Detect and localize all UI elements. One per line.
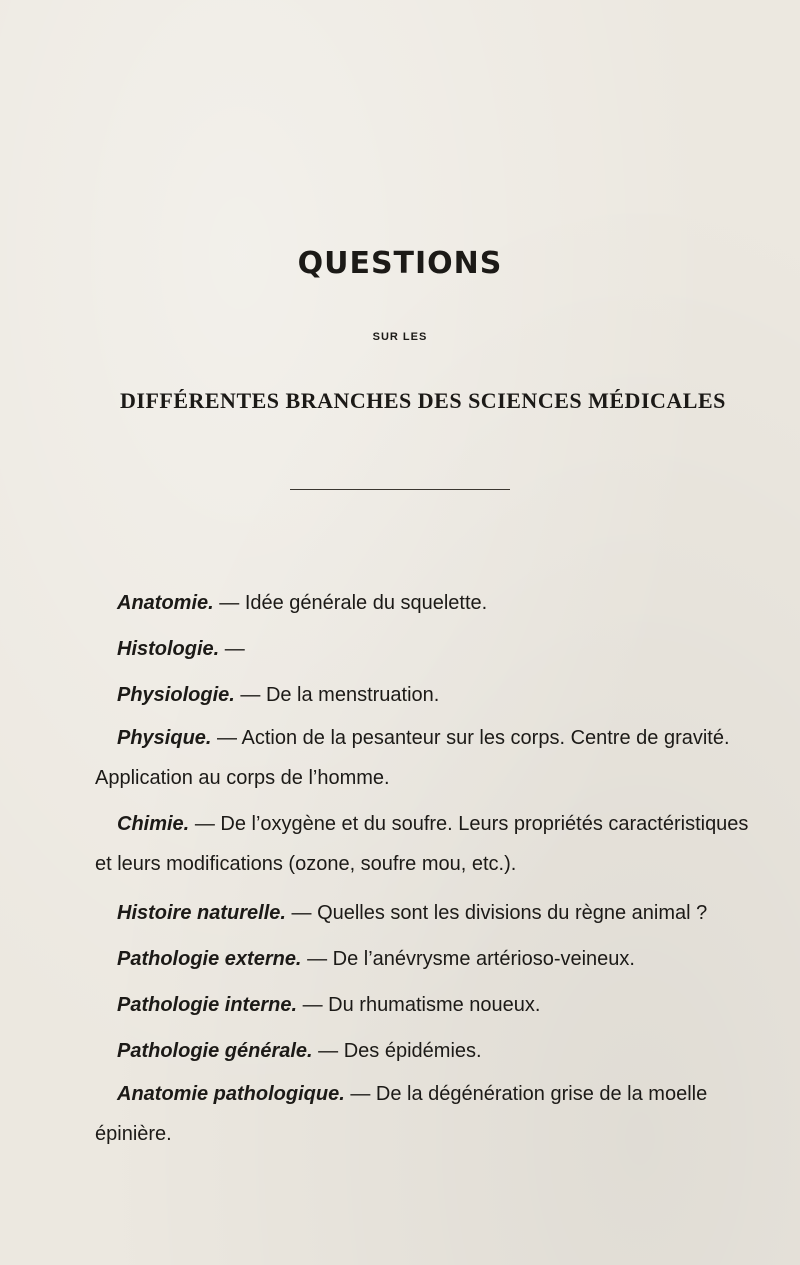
page-subtitle: DIFFÉRENTES BRANCHES DES SCIENCES MÉDICALES: [120, 388, 726, 413]
divider-rule: [290, 489, 510, 490]
entry-label: Physique.: [117, 727, 212, 749]
page-title: QUESTIONS: [297, 246, 503, 281]
entry-physique: Physique. — Action de la pesanteur sur les corps. Centre de gravité. Application au corps de l’homme.: [95, 727, 730, 789]
entry-text: Action de la pesanteur sur les corps. Centre de gravité. Application au corps de l’homme.: [95, 727, 730, 789]
entry-physiologie: Physiologie. — De la menstruation.: [117, 684, 440, 706]
entry-text: Du rhumatisme noueux.: [328, 994, 541, 1016]
entry-text: De la menstruation.: [265, 684, 440, 706]
entry-label: Histoire naturelle.: [117, 902, 286, 924]
entry-label: Pathologie générale.: [117, 1040, 313, 1062]
entry-label: Pathologie externe.: [117, 948, 302, 970]
entry-histoire-naturelle: Histoire naturelle. — Quelles sont les divisions du règne animal ?: [117, 902, 708, 924]
entry-text: Idée générale du squelette.: [244, 592, 488, 614]
entry-label: Anatomie.: [117, 592, 214, 614]
entry-pathologie-generale: Pathologie générale. — Des épidémies.: [117, 1040, 482, 1062]
entry-text: De l’anévrysme artérioso-veineux.: [332, 948, 635, 970]
entry-label: Pathologie interne.: [117, 994, 298, 1016]
entry-label: Physiologie.: [117, 684, 235, 706]
entry-pathologie-interne: Pathologie interne. — Du rhumatisme noueux.: [117, 994, 541, 1016]
entry-histologie: Histologie. —: [117, 638, 245, 660]
entry-label: Anatomie pathologique.: [117, 1083, 345, 1105]
entry-anatomie-pathologique: Anatomie pathologique. — De la dégénération grise de la moelle épinière.: [95, 1083, 708, 1145]
entry-text: De l’oxygène et du soufre. Leurs propriétés caractéristiques et leurs modifications (ozone, soufre mou, etc.).: [95, 813, 749, 875]
title-connector: SUR LES: [372, 331, 428, 343]
question-list: [95, 580, 763, 1160]
entry-chimie: Chimie. — De l’oxygène et du soufre. Leurs propriétés caractéristiques et leurs modifications (ozone, soufre mou, etc.).: [95, 813, 749, 875]
entry-label: Chimie.: [117, 813, 190, 835]
entry-pathologie-externe: Pathologie externe. — De l’anévrysme artérioso-veineux.: [117, 948, 635, 970]
entry-text: Quelles sont les divisions du règne animal ?: [317, 902, 708, 924]
entry-anatomie: Anatomie. — Idée générale du squelette.: [117, 592, 488, 614]
entry-label: Histologie.: [117, 638, 220, 660]
entry-text: De la dégénération grise de la moelle épinière.: [95, 1083, 708, 1145]
entry-text: Des épidémies.: [343, 1040, 482, 1062]
